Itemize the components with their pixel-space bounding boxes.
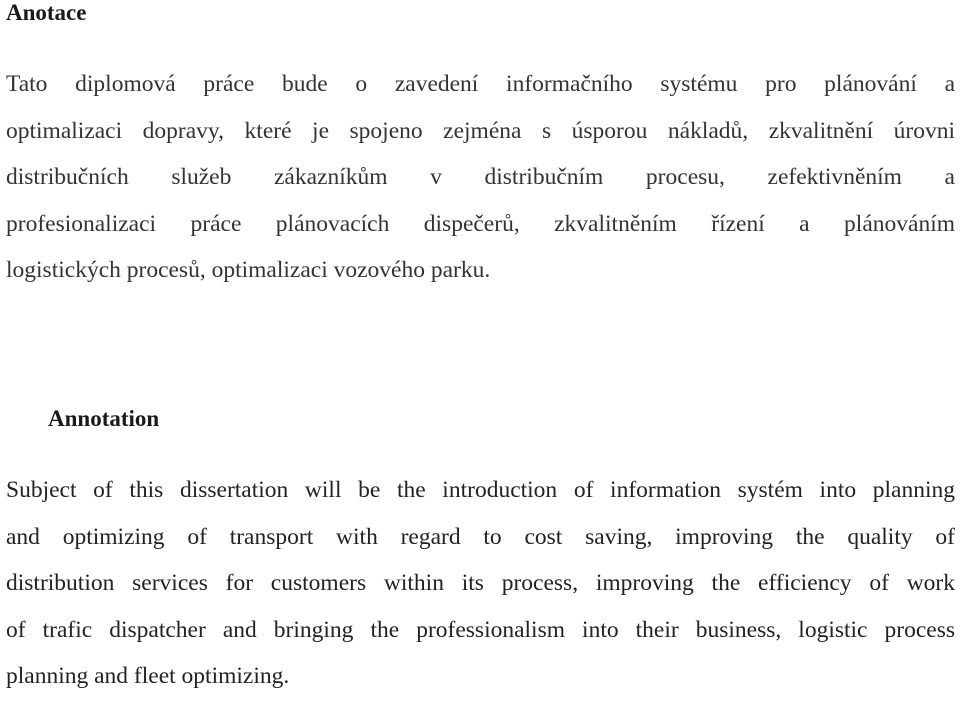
text-line: distribution services for customers within its process, improving the efficiency of work	[6, 570, 955, 597]
text-line: of trafic dispatcher and bringing the professionalism into their business, logistic process	[6, 616, 955, 643]
heading-anotace: Anotace	[6, 0, 87, 25]
paragraph-anotace	[6, 69, 955, 302]
text-line: Tato diplomová práce bude o zavedení informačního systému pro plánování a	[6, 71, 955, 97]
text-line: and optimizing of transport with regard to cost saving, improving the quality of	[6, 523, 955, 550]
text-line: optimalizaci dopravy, které je spojeno zejména s úsporou nákladů, zkvalitnění úrovni	[6, 117, 955, 144]
text-line: profesionalizaci práce plánovacích dispečerů, zkvalitněním řízení a plánováním	[6, 210, 955, 237]
text-line: logistických procesů, optimalizaci vozového parku.	[6, 257, 491, 284]
paragraph-annotation	[6, 475, 955, 708]
heading-annotation: Annotation	[48, 406, 160, 431]
text-line: distribučních služeb zákazníkům v distribučním procesu, zefektivněním a	[6, 164, 955, 191]
text-line: Subject of this dissertation will be the introduction of information systém into planning	[6, 477, 955, 503]
text-line: planning and fleet optimizing.	[6, 663, 290, 690]
